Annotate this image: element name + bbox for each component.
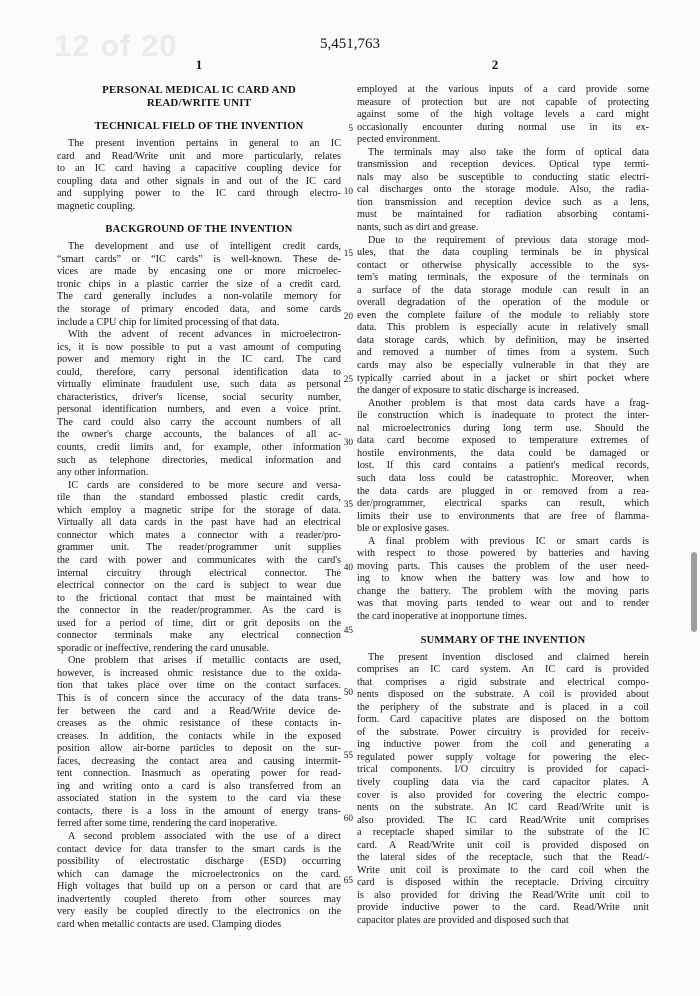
column-number-left: 1	[195, 57, 203, 72]
section-heading: TECHNICAL FIELD OF THE INVENTION	[94, 121, 304, 132]
line-number: 40	[343, 562, 353, 573]
patent-number: 5,451,763	[320, 36, 380, 52]
paragraph: Due to the requirement of previous data storage mod- ules, that the data coupling terminals be in physical contact or otherwise physically accessible to the sys- tem's mating terminals, the exposure of the terminals on a surface of the data storage module can result in an overall degradation of the operation of the module or even the complete failure of the module to reliably store data. This problem is especially acute in relatively small data storage cards, which by definition, may be inserted and removed a number of times from a system. Such cards may also be especially vulnerable in that they are typically carried about in a jacket or shirt pocket where the danger of exposure to static discharge is increased.	[357, 234, 649, 397]
line-number: 60	[343, 813, 353, 824]
line-number: 45	[343, 625, 353, 636]
paragraph: A second problem associated with the use of a direct contact device for data transfer to the smart cards is the possibility of electrostatic discharge (ESD) occurring which can damage the microelectronics on the card. High voltages that build up on a person or card that are inadvertently coupled thereto from other sources may very easily be coupled directly to the electronics on the card when metallic contacts are used. Clamping diodes	[57, 830, 341, 930]
line-number: 65	[343, 876, 353, 887]
invention-title: PERSONAL MEDICAL IC CARD AND READ/WRITE UNIT	[102, 84, 296, 109]
paragraph: employed at the various inputs of a card provide some measure of protection but are not capable of protecting against some of the high voltage levels a card might occasionally encounter during normal use in its ex- pected environment.	[357, 84, 649, 146]
line-number: 25	[343, 374, 353, 385]
paragraph: The present invention disclosed and claimed herein comprises an IC card system. An IC card is provided that comprises a rigid substrate and electrical compo- nents disposed on the substrate. A coil is provided about the periphery of the substrate and is placed in a coil form. Card capacitive plates are disposed on the bottom of the substrate. Power circuitry is provided for receiv- ing inductive power from the coil and generating a regulated power supply voltage for powering the elec- trical components. I/O circuitry is provided for capaci- tively coupling data via the card capacitor plates. A cover is also provided for covering the electric compo- nents on the substrate. An IC card Read/Write unit is also provided. The IC card Read/Write unit comprises a receptacle shaped similar to the substrate of the IC card. A Read/Write unit coil is provided disposed on the lateral sides of the receptacle, such that the Read/- Write unit coil is proximate to the card coil when the card is disposed within the receptacle. Driving circuitry is also provided for driving the Read/Write unit coil to provide inductive power to the card. Read/Write unit capacitor plates are provided and disposed such that	[357, 651, 649, 926]
line-number-gutter	[338, 124, 353, 924]
line-number: 30	[343, 437, 353, 448]
section-heading: SUMMARY OF THE INVENTION	[420, 634, 586, 646]
right-column	[357, 84, 649, 928]
line-number: 15	[343, 249, 353, 260]
paragraph: The development and use of intelligent credit cards, “smart cards” or “IC cards” is well-known. These de- vices are made by encasing one or more microelec- tronic chips in a plastic carrier the size of a credit card. The card generally includes a non-volatile memory for the storage of primary encoded data, and some cards include a CPU chip for limited processing of that data.	[57, 241, 341, 328]
line-number: 5	[348, 124, 353, 134]
line-number: 55	[343, 751, 353, 761]
paragraph: Another problem is that most data cards have a frag- ile construction which is inadequate to protect the inter- nal microelectronics during long term use. Should the data card become exposed to temperature extremes of hostile environments, the data could be damaged or lost. If this card contains a patient's medical records, such data loss could be catastrophic. Moreover, when the data cards are plugged in or removed from a rea- der/programmer, electrical sparks can result, which limits their use to environments that are free of flamma- ble or explosive gases.	[357, 397, 649, 535]
line-number: 50	[343, 688, 353, 699]
paragraph: With the advent of recent advances in microelectron- ics, it is now possible to put a vast amount of computing power and memory right in the IC card. The card could, therefore, carry personal identification data to virtually eliminate fraudulent use, such data as personal characteristics, driver's license, social security number, personal identification numbers, and even a voice print. The card could also carry the account numbers of all the owner's charge accounts, the balances of all ac- counts, credit limits and, for example, other information such as telephone directories, medical information and any other information.	[57, 329, 341, 479]
scrollbar-thumb[interactable]	[691, 552, 697, 632]
line-number: 20	[343, 312, 353, 323]
page-counter-watermark: 12 of 20	[54, 28, 178, 63]
left-column	[57, 84, 341, 931]
paragraph: The terminals may also take the form of optical data transmission and reception devices. Optical type termi- nals may also be susceptible to conducting static electri- cal discharges onto the storage module. Also, the radia- tion transmission and reception device such as a lens, must be maintained for radiation absorbing contami- nants, such as dirt and grease.	[357, 146, 649, 234]
section-heading: BACKGROUND OF THE INVENTION	[105, 224, 293, 236]
column-number-right: 2	[491, 57, 499, 72]
paragraph: The present invention pertains in general to an IC card and Read/Write unit and more particularly, relates to an IC card having a capacitive coupling device for coupling data and other signals in and out of the IC card and supplying power to the IC card through electro- magnetic coupling.	[57, 138, 341, 212]
line-number: 35	[343, 500, 353, 511]
line-number: 10	[343, 186, 353, 197]
paragraph: One problem that arises if metallic contacts are used, however, is increased ohmic resistance due to the oxida- tion that takes place over time on the contact surfaces. This is of concern since the accuracy of the data trans- fer between the card and a Read/Write device de- creases as the ohmic resistance of these contacts in- creases. In addition, the contacts while in the exposed position allow air-borne particles to deposit on the sur- faces, decreasing the contact area and causing intermit- tent connection. Inasmuch as operating power for read- ing and writing onto a card is also transferred from an associated station in the system to the card via these contacts, there is a loss in the amount of energy trans- ferred after some time, rendering the card inoperative.	[57, 655, 341, 830]
paragraph: IC cards are considered to be more secure and versa- tile than the standard embossed plastic credit cards, which employ a magnetic stripe for the storage of data. Virtually all data cards in the past have had an electrical connector which mates a connector with a reader/pro- grammer unit. The reader/programmer unit supplies the card with power and communicates with the card's internal circuitry through electrical connector. The electrical connector on the card is subject to wear due to the frictional contact that must be maintained with the connector in the reader/programmer. As the card is used for a period of time, dirt or grit deposits on the connector terminals make any electrical connection sporadic or ineffective, rendering the card unusable.	[57, 479, 341, 654]
paragraph: A final problem with previous IC or smart cards is with respect to those powered by batteries and having moving parts. This causes the problem of the user need- ing to know when the battery was low and how to change the battery. The problem with the moving parts was that moving parts tended to wear out and to render the card inoperative at inopportune times.	[357, 535, 649, 622]
